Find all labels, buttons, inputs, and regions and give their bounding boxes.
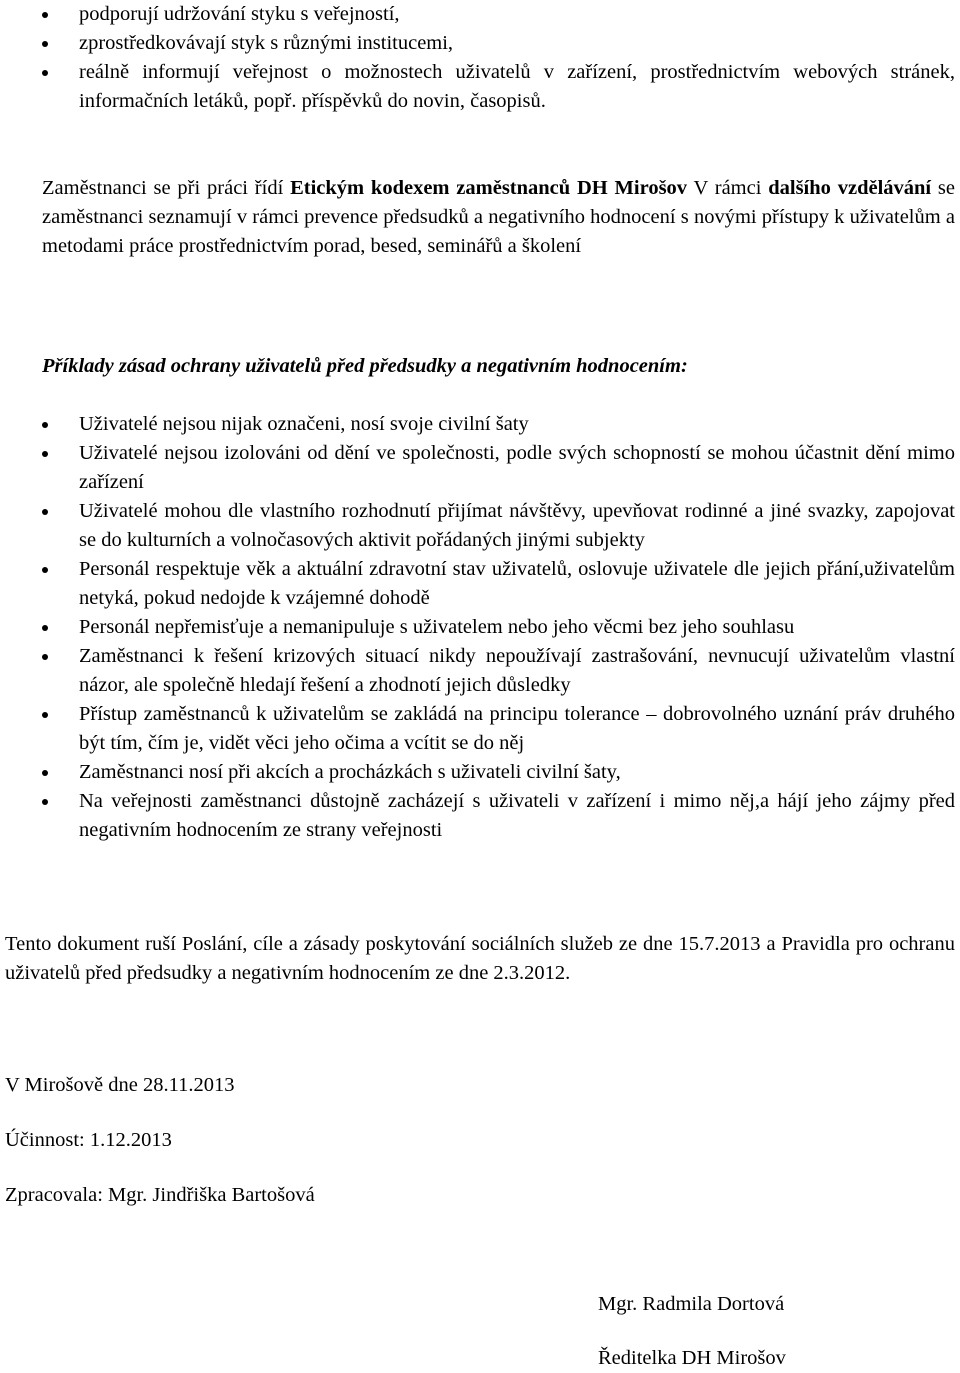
list-item-text: podporují udržování styku s veřejností, bbox=[79, 3, 400, 25]
list-item bbox=[0, 555, 960, 613]
bullet-icon bbox=[42, 41, 48, 47]
paragraph-text: se zaměstnanci seznamují v rámci prevence předsudků a negativního hodnocení s novými přístupy k uživatelům a metodami práce prostřednictvím porad, besed, seminářů a školení bbox=[42, 177, 955, 257]
bullet-icon bbox=[42, 422, 48, 428]
effective-date: Účinnost: 1.12.2013 bbox=[5, 1129, 172, 1151]
list-item-text: Zaměstnanci nosí při akcích a procházkách s uživateli civilní šaty, bbox=[79, 761, 621, 783]
list-item-text: Na veřejnosti zaměstnanci důstojně zacházejí s uživateli v zařízení i mimo něj,a hájí jeho zájmy před negativním hodnocením ze strany veřejnosti bbox=[79, 790, 955, 841]
list-item bbox=[0, 642, 960, 700]
list-item-text: Uživatelé nejsou nijak označeni, nosí svoje civilní šaty bbox=[79, 413, 529, 435]
list-item-text: Zaměstnanci k řešení krizových situací nikdy nepoužívají zastrašování, nevnucují uživatelům vlastní názor, ale společně hledají řešení a zhodnotí jejich důsledky bbox=[79, 645, 955, 696]
list-item bbox=[0, 439, 960, 497]
list-item-text: zprostředkovávají styk s různými institucemi, bbox=[79, 32, 454, 54]
bullet-icon bbox=[42, 799, 48, 805]
place-and-date: V Mirošově dne 28.11.2013 bbox=[5, 1074, 235, 1096]
list-item bbox=[0, 58, 960, 116]
bullet-icon bbox=[42, 567, 48, 573]
list-item-text: Personál respektuje věk a aktuální zdravotní stav uživatelů, oslovuje uživatele dle jejich přání,uživatelům netyká, pokud nedojde k vzájemné dohodě bbox=[79, 558, 955, 609]
prepared-by: Zpracovala: Mgr. Jindřiška Bartošová bbox=[5, 1184, 315, 1206]
director-title: Ředitelka DH Mirošov bbox=[598, 1347, 786, 1369]
bullet-icon bbox=[42, 70, 48, 76]
list-item-text: Uživatelé nejsou izolováni od dění ve společnosti, podle svých schopností se mohou účastnit dění mimo zařízení bbox=[79, 442, 955, 493]
list-item-text: Personál nepřemisťuje a nemanipuluje s uživatelem nebo jeho věcmi bez jeho souhlasu bbox=[79, 616, 795, 638]
top-bullet-list bbox=[0, 0, 960, 116]
list-item bbox=[0, 497, 960, 555]
paragraph-text: V rámci bbox=[687, 177, 769, 199]
bullet-icon bbox=[42, 509, 48, 515]
cancellation-note: Tento dokument ruší Poslání, cíle a zásady poskytování sociálních služeb ze dne 15.7.2013 a Pravidla pro ochranu uživatelů před předsudky a negativním hodnocením ze dne 2.3.2012. bbox=[5, 933, 955, 984]
principles-list bbox=[0, 410, 960, 845]
bullet-icon bbox=[42, 625, 48, 631]
list-item bbox=[0, 700, 960, 758]
bullet-icon bbox=[42, 712, 48, 718]
paragraph-text: Zaměstnanci se při práci řídí bbox=[42, 177, 291, 199]
bullet-icon bbox=[42, 770, 48, 776]
bullet-icon bbox=[42, 654, 48, 660]
list-item bbox=[0, 0, 960, 29]
principles-heading: Příklady zásad ochrany uživatelů před předsudky a negativním hodnocením: bbox=[42, 355, 688, 377]
director-name: Mgr. Radmila Dortová bbox=[598, 1293, 785, 1315]
bullet-icon bbox=[42, 12, 48, 18]
list-item bbox=[0, 787, 960, 845]
education-paragraph bbox=[42, 174, 955, 261]
list-item-text: reálně informují veřejnost o možnostech uživatelů v zařízení, prostřednictvím webových stránek, informačních letáků, popř. příspěvků do novin, časopisů. bbox=[79, 61, 955, 112]
list-item bbox=[0, 29, 960, 58]
list-item bbox=[0, 613, 960, 642]
list-item bbox=[0, 410, 960, 439]
further-education-term: dalšího vzdělávání bbox=[768, 177, 932, 199]
bullet-icon bbox=[42, 451, 48, 457]
ethics-code-reference: Etickým kodexem zaměstnanců DH Mirošov bbox=[290, 177, 688, 199]
list-item-text: Uživatelé mohou dle vlastního rozhodnutí přijímat návštěvy, upevňovat rodinné a jiné svazky, zapojovat se do kulturních a volnočasových aktivit pořádaných jinými subjekty bbox=[79, 500, 955, 551]
list-item-text: Přístup zaměstnanců k uživatelům se zakládá na principu tolerance – dobrovolného uznání práv druhého být tím, čím je, vidět věci jeho očima a vcítit se do něj bbox=[79, 703, 955, 754]
list-item bbox=[0, 758, 960, 787]
